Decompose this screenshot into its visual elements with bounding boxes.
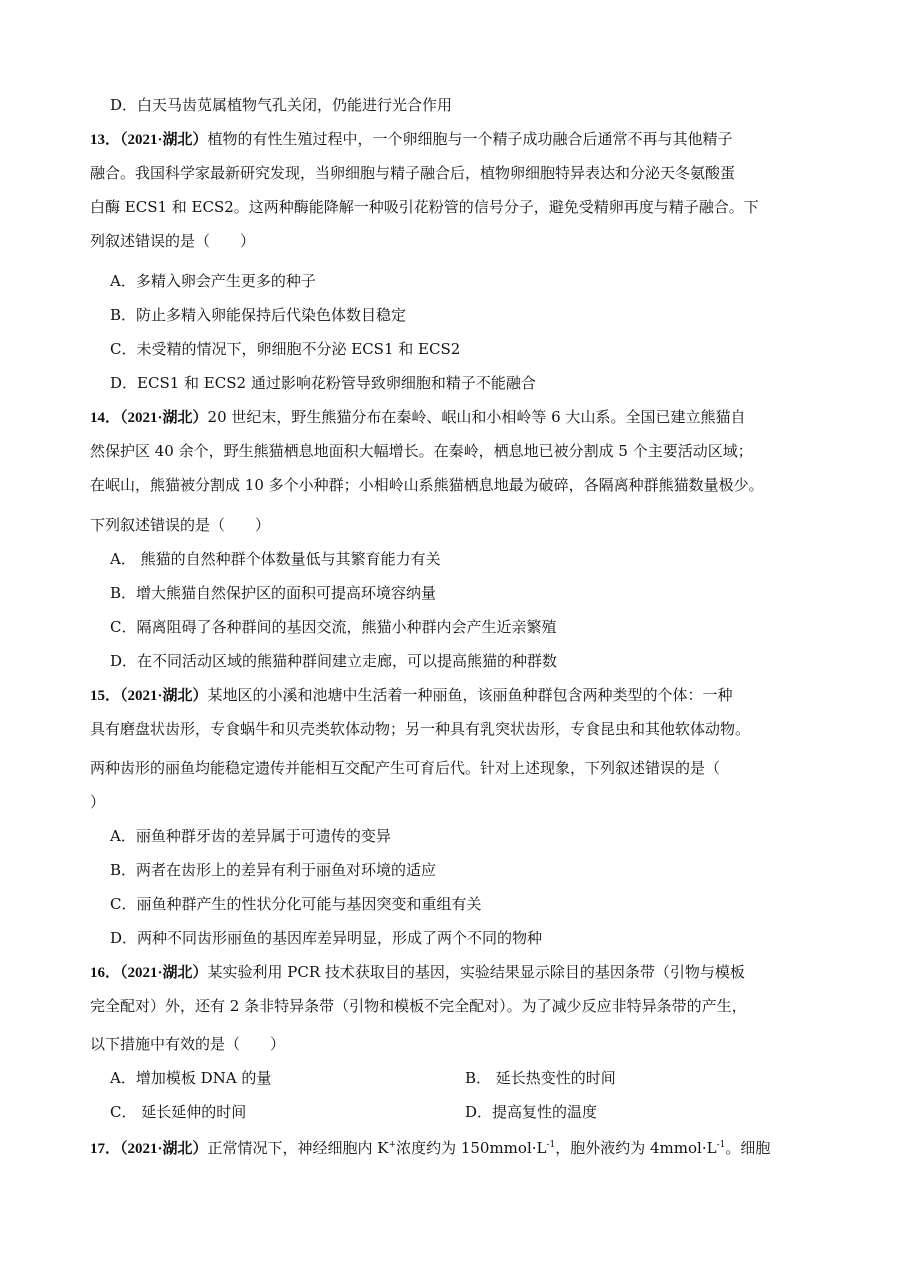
stem-text: 20 世纪末，野生熊猫分布在秦岭、岷山和小相岭等 6 大山系。全国已建立熊猫自 bbox=[207, 408, 746, 426]
question-number: 13． bbox=[90, 132, 121, 148]
q16-option-d: D．提高复性的温度 bbox=[465, 1103, 598, 1121]
q13-option-a: A．多精入卵会产生更多的种子 bbox=[110, 272, 316, 290]
question-13-stem-line-1 bbox=[90, 128, 733, 151]
question-source: （2021·湖北） bbox=[120, 1141, 208, 1157]
q14-option-a: A． 熊猫的自然种群个体数量低与其繁育能力有关 bbox=[110, 550, 441, 568]
question-source: （2021·湖北） bbox=[120, 688, 208, 704]
q14-option-c: C．隔离阻碍了各种群间的基因交流，熊猫小种群内会产生近亲繁殖 bbox=[110, 618, 557, 636]
question-14-stem-line-2: 然保护区 40 余个，野生熊猫栖息地面积大幅增长。在秦岭，栖息地已被分割成 5 个主要活动区域； bbox=[90, 442, 753, 460]
question-16-stem-line-3: 以下措施中有效的是（ ） bbox=[90, 1035, 286, 1053]
question-source: （2021·湖北） bbox=[120, 132, 208, 148]
question-source: （2021·湖北） bbox=[120, 410, 208, 426]
question-14-stem-line-3: 在岷山，熊猫被分割成 10 多个小种群；小相岭山系熊猫栖息地最为破碎，各隔离种群熊猫数量极少。 bbox=[90, 476, 764, 494]
question-number: 15． bbox=[90, 688, 121, 704]
question-16-stem-line-2: 完全配对）外，还有 2 条非特异条带（引物和模板不完全配对）。为了减少反应非特异条带的产生， bbox=[90, 997, 747, 1015]
q16-option-c: C． 延长延伸的时间 bbox=[110, 1103, 247, 1121]
question-14-stem-line-1 bbox=[90, 406, 745, 429]
question-15-stem-line-1 bbox=[90, 684, 733, 707]
question-16-stem-line-1 bbox=[90, 961, 745, 984]
q15-option-a: A．丽鱼种群牙齿的差异属于可遗传的变异 bbox=[110, 827, 391, 845]
q14-option-b: B．增大熊猫自然保护区的面积可提高环境容纳量 bbox=[110, 584, 437, 602]
q15-option-d: D．两种不同齿形丽鱼的基因库差异明显，形成了两个不同的物种 bbox=[110, 929, 543, 947]
q13-option-d: D．ECS1 和 ECS2 通过影响花粉管导致卵细胞和精子不能融合 bbox=[110, 374, 536, 392]
stem-text: ，胞外液约为 4mmol·L bbox=[555, 1139, 717, 1157]
question-number: 16． bbox=[90, 965, 121, 981]
stem-text: 植物的有性生殖过程中，一个卵细胞与一个精子成功融合后通常不再与其他精子 bbox=[207, 130, 733, 148]
question-number: 14． bbox=[90, 410, 121, 426]
question-15-stem-line-3: 两种齿形的丽鱼均能稳定遗传并能相互交配产生可育后代。针对上述现象，下列叙述错误的是（ bbox=[90, 759, 721, 777]
superscript: + bbox=[388, 1140, 397, 1150]
question-13-stem-line-2: 融合。我国科学家最新研究发现，当卵细胞与精子融合后，植物卵细胞特异表达和分泌天冬氨酸蛋 bbox=[90, 164, 736, 182]
stem-text: 浓度约为 150mmol·L bbox=[396, 1139, 547, 1157]
q13-option-c: C．未受精的情况下，卵细胞不分泌 ECS1 和 ECS2 bbox=[110, 340, 461, 358]
stem-text: 某地区的小溪和池塘中生活着一种丽鱼，该丽鱼种群包含两种类型的个体：一种 bbox=[207, 686, 733, 704]
q16-option-b: B． 延长热变性的时间 bbox=[465, 1069, 616, 1087]
question-14-stem-line-4: 下列叙述错误的是（ ） bbox=[90, 516, 271, 534]
stem-text: 正常情况下，神经细胞内 K bbox=[207, 1139, 389, 1157]
superscript: -1 bbox=[546, 1140, 556, 1150]
stem-text: 。细胞 bbox=[725, 1139, 771, 1157]
question-number: 17． bbox=[90, 1141, 121, 1157]
q14-option-d: D．在不同活动区域的熊猫种群间建立走廊，可以提高熊猫的种群数 bbox=[110, 652, 558, 670]
stem-text: 某实验利用 PCR 技术获取目的基因，实验结果显示除目的基因条带（引物与模板 bbox=[207, 963, 745, 981]
question-15-stem-line-2: 具有磨盘状齿形，专食蜗牛和贝壳类软体动物；另一种具有乳突状齿形，专食昆虫和其他软体动物。 bbox=[90, 720, 751, 738]
q15-option-c: C．丽鱼种群产生的性状分化可能与基因突变和重组有关 bbox=[110, 895, 482, 913]
q15-option-b: B．两者在齿形上的差异有利于丽鱼对环境的适应 bbox=[110, 861, 437, 879]
question-13-stem-line-3: 白酶 ECS1 和 ECS2。这两种酶能降解一种吸引花粉管的信号分子，避免受精卵再度与精子融合。下 bbox=[90, 198, 759, 216]
question-15-stem-line-4: ） bbox=[90, 793, 106, 811]
q16-option-a: A．增加模板 DNA 的量 bbox=[110, 1069, 272, 1087]
q13-option-b: B．防止多精入卵能保持后代染色体数目稳定 bbox=[110, 306, 407, 324]
question-13-stem-line-4: 列叙述错误的是（ ） bbox=[90, 232, 256, 250]
question-source: （2021·湖北） bbox=[120, 965, 208, 981]
q12-option-d: D．白天马齿苋属植物气孔关闭，仍能进行光合作用 bbox=[110, 96, 453, 114]
superscript: -1 bbox=[716, 1140, 726, 1150]
question-17-stem-line-1 bbox=[90, 1137, 770, 1160]
